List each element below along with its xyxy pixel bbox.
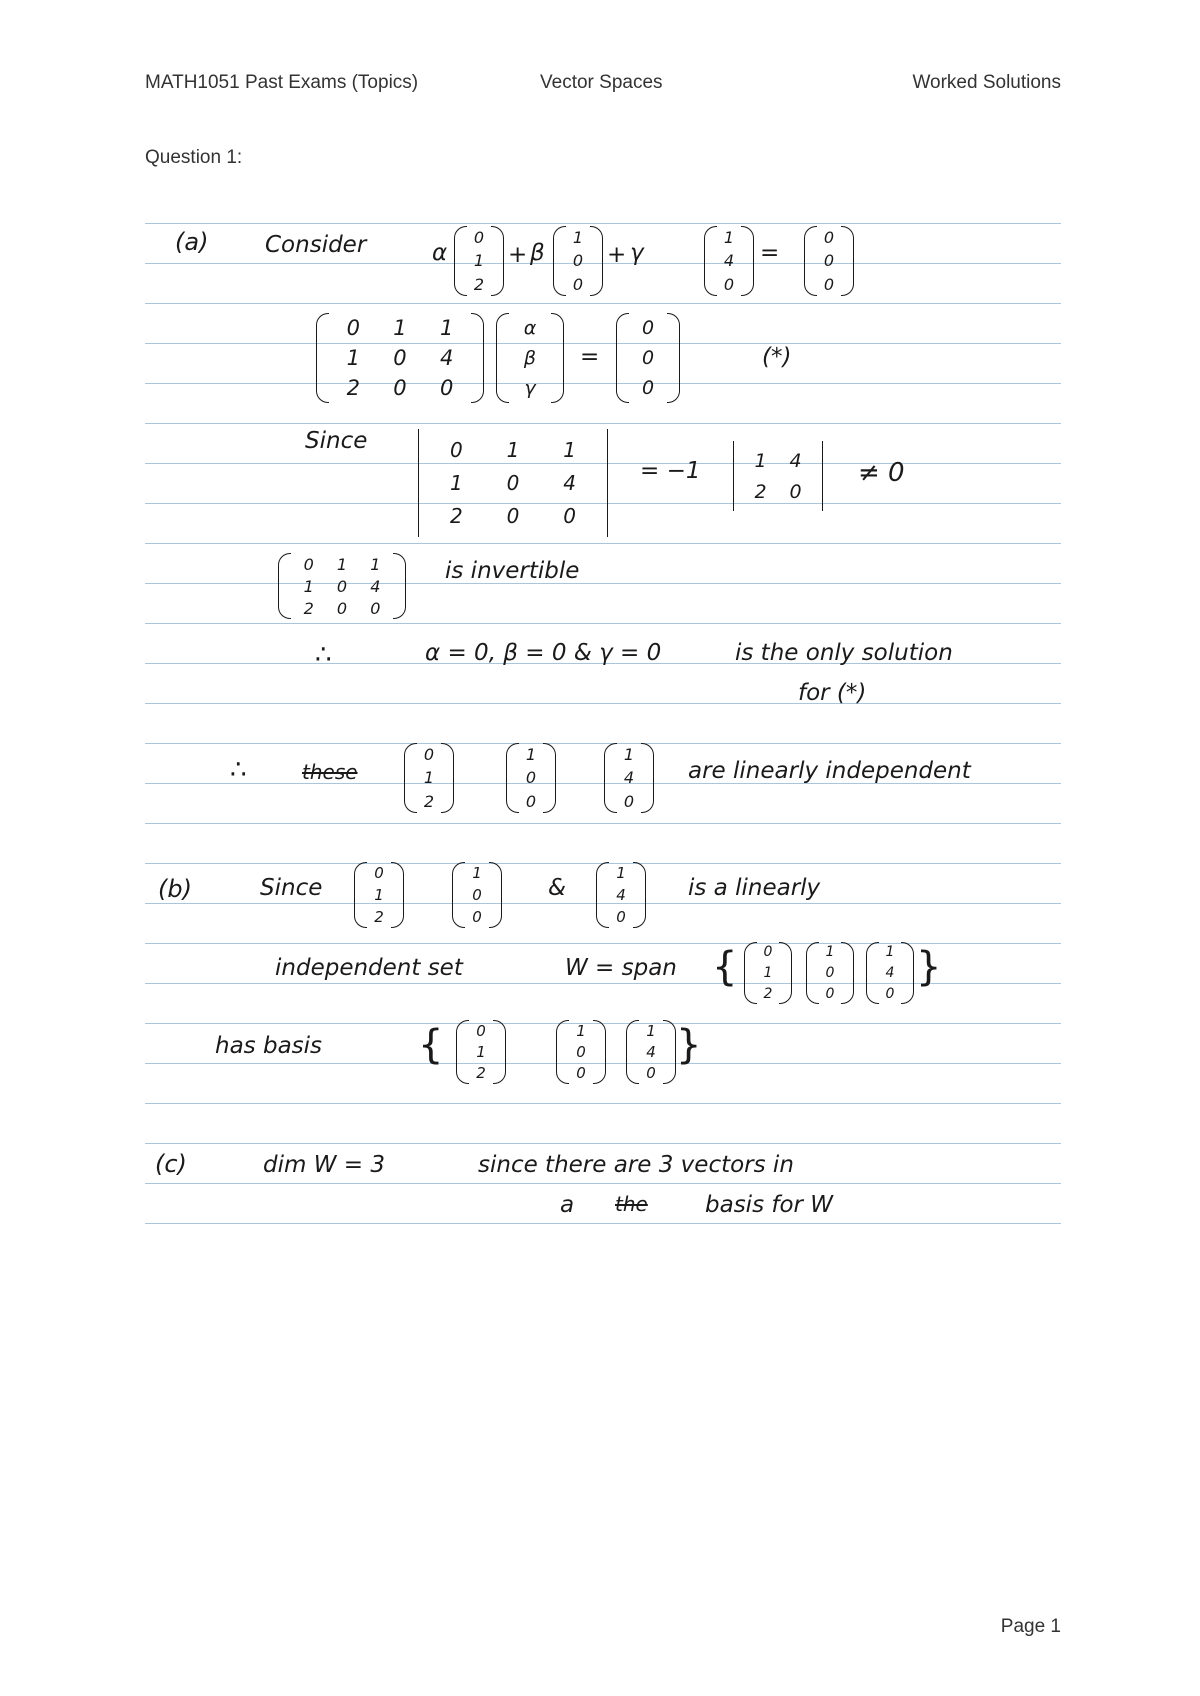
vector-cell: 2 xyxy=(374,908,384,926)
rule-line xyxy=(145,1183,1061,1184)
is-a-linearly-text: is a linearly xyxy=(688,875,821,901)
vector-cell: 0 xyxy=(641,347,655,369)
matrix-cell: 2 xyxy=(346,376,361,400)
matrix-cell: 0 xyxy=(393,376,407,400)
since-text: Since xyxy=(260,875,323,901)
vector-2 xyxy=(567,226,589,296)
consider-text: Consider xyxy=(265,232,367,258)
article-a: a xyxy=(560,1192,575,1218)
is-invertible-text: is invertible xyxy=(445,558,580,584)
vector-cell: 0 xyxy=(646,1064,656,1083)
vector-cell: 0 xyxy=(825,964,835,981)
matrix-cell: 1 xyxy=(506,437,520,462)
vector-cell: 1 xyxy=(723,228,735,248)
matrix-cell: 0 xyxy=(439,376,454,400)
determinant-matrix xyxy=(428,433,598,533)
vector-2 xyxy=(520,743,542,813)
brace-close: } xyxy=(916,944,942,990)
vector-cell: 0 xyxy=(763,944,773,961)
plus-sign: + xyxy=(508,242,528,268)
matrix-cell: 1 xyxy=(370,554,381,574)
zero-vector xyxy=(818,226,840,296)
matrix-cell: 0 xyxy=(393,346,407,370)
brace-open: { xyxy=(418,1022,444,1068)
vector-cell: 4 xyxy=(623,768,635,788)
vector-cell: 0 xyxy=(823,251,835,271)
brace-open: { xyxy=(712,944,738,990)
rule-line xyxy=(145,383,1061,384)
coeff-alpha: α xyxy=(432,240,448,266)
vector-cell: β xyxy=(523,347,537,369)
vector-cell: 4 xyxy=(885,964,895,981)
vector-cell: 1 xyxy=(885,944,895,961)
matrix-cell: 0 xyxy=(303,554,314,574)
rule-line xyxy=(145,1103,1061,1104)
rule-line xyxy=(145,743,1061,744)
coeff-gamma: γ xyxy=(630,240,644,266)
vector-3 xyxy=(718,226,740,296)
question-title: Question 1: xyxy=(145,147,243,168)
vector-3 xyxy=(618,743,640,813)
not-equal-zero: ≠ 0 xyxy=(858,458,905,488)
vector-cell: 1 xyxy=(646,1021,656,1040)
small-matrix xyxy=(292,553,392,619)
vector-cell: 0 xyxy=(576,1042,586,1061)
vector-cell: 0 xyxy=(576,1064,586,1083)
vector-cell: 0 xyxy=(472,886,482,904)
matrix-cell: 0 xyxy=(336,576,348,596)
therefore-symbol: ∴ xyxy=(230,755,247,785)
rule-line xyxy=(145,223,1061,224)
vector-cell: 0 xyxy=(823,228,835,248)
vector-cell: 1 xyxy=(423,768,435,788)
vector-cell: 0 xyxy=(473,228,485,248)
basis-for-w-text: basis for W xyxy=(705,1192,834,1218)
matrix-cell: 0 xyxy=(346,316,361,340)
vector-cell: 0 xyxy=(616,908,626,926)
linearly-independent-text: are linearly independent xyxy=(688,758,971,784)
vector-cell: 0 xyxy=(885,985,895,1002)
matrix-cell: 0 xyxy=(506,470,520,495)
brace-close: } xyxy=(676,1022,702,1068)
matrix-cell: 1 xyxy=(303,576,314,596)
vector-1 xyxy=(468,226,490,296)
rule-line xyxy=(145,423,1061,424)
vector-cell: 1 xyxy=(476,1042,486,1061)
matrix-cell: 1 xyxy=(393,316,407,340)
vector-cell: 4 xyxy=(723,251,735,271)
part-c-label: (c) xyxy=(155,1150,187,1178)
matrix-cell: 1 xyxy=(563,437,577,462)
vector-3 xyxy=(610,862,632,928)
vector-cell: 0 xyxy=(572,274,584,294)
vector-3 xyxy=(640,1020,662,1084)
vector-1 xyxy=(368,862,390,928)
vector-cell: 1 xyxy=(576,1021,586,1040)
equals-sign: = xyxy=(580,344,600,370)
vector-cell: 1 xyxy=(374,886,384,904)
vector-cell: 4 xyxy=(616,886,626,904)
vector-cell: 2 xyxy=(473,274,485,294)
matrix-cell: 1 xyxy=(754,449,767,472)
vector-cell: 0 xyxy=(525,791,537,811)
solution-text: α = 0, β = 0 & γ = 0 xyxy=(425,640,662,666)
rule-line xyxy=(145,463,1061,464)
rule-line xyxy=(145,503,1061,504)
header-doc-type: Worked Solutions xyxy=(912,72,1061,93)
vector-1 xyxy=(758,942,778,1004)
vector-cell: 1 xyxy=(825,944,835,961)
rule-line xyxy=(145,303,1061,304)
coefficient-matrix xyxy=(330,313,470,403)
vector-3 xyxy=(880,942,900,1004)
equation-star-label: (*) xyxy=(762,344,792,370)
matrix-cell: 2 xyxy=(303,598,314,618)
rule-line xyxy=(145,263,1061,264)
part-b-label: (b) xyxy=(158,875,192,903)
vector-cell: 0 xyxy=(825,985,835,1002)
matrix-cell: 0 xyxy=(506,504,520,529)
matrix-cell: 0 xyxy=(563,504,577,529)
vector-cell: 1 xyxy=(616,864,626,882)
rule-line xyxy=(145,543,1061,544)
vector-cell: 1 xyxy=(763,964,773,981)
matrix-cell: 4 xyxy=(563,470,577,495)
rule-line xyxy=(145,1143,1061,1144)
vector-1 xyxy=(418,743,440,813)
only-solution-text: is the only solution xyxy=(735,640,953,666)
rule-line xyxy=(145,1223,1061,1224)
determinant-equals: = −1 xyxy=(640,458,701,484)
rule-line xyxy=(145,343,1061,344)
vector-cell: 0 xyxy=(472,908,482,926)
equals-sign: = xyxy=(760,240,780,266)
plus-sign: + xyxy=(607,242,627,268)
vector-cell: 0 xyxy=(641,377,655,399)
matrix-cell: 0 xyxy=(336,598,348,618)
vector-cell: 4 xyxy=(646,1042,656,1061)
vector-cell: 0 xyxy=(572,251,584,271)
rule-line xyxy=(145,823,1061,824)
matrix-cell: 1 xyxy=(449,470,463,495)
rule-line xyxy=(145,703,1061,704)
zero-vector xyxy=(630,313,666,403)
coeff-beta: β xyxy=(530,240,545,266)
independent-set-text: independent set xyxy=(275,955,463,981)
vector-cell: 2 xyxy=(476,1064,486,1083)
vector-2 xyxy=(570,1020,592,1084)
vector-cell: 0 xyxy=(374,864,384,882)
ampersand: & xyxy=(548,875,566,901)
unknowns-vector xyxy=(510,313,550,403)
part-a-label: (a) xyxy=(175,228,209,256)
therefore-symbol: ∴ xyxy=(315,640,332,670)
vector-2 xyxy=(466,862,488,928)
vector-cell: 0 xyxy=(423,745,435,765)
matrix-cell: 2 xyxy=(449,504,463,529)
header-topic: Vector Spaces xyxy=(540,72,663,93)
struck-word: these xyxy=(302,760,358,784)
matrix-cell: 1 xyxy=(336,554,348,574)
for-star-text: for (*) xyxy=(798,680,867,706)
rule-line xyxy=(145,623,1061,624)
vector-cell: 0 xyxy=(525,768,537,788)
dim-w-text: dim W = 3 xyxy=(263,1152,385,1178)
minor-matrix xyxy=(743,445,813,507)
page-number: Page 1 xyxy=(1000,1616,1061,1637)
has-basis-text: has basis xyxy=(215,1033,323,1059)
vector-cell: 1 xyxy=(473,251,485,271)
vector-cell: 0 xyxy=(476,1021,486,1040)
since-there-text: since there are 3 vectors in xyxy=(478,1152,794,1178)
vector-cell: α xyxy=(523,317,537,339)
struck-the: the xyxy=(615,1192,648,1216)
vector-cell: 0 xyxy=(823,274,835,294)
vector-cell: 1 xyxy=(623,745,635,765)
since-text: Since xyxy=(305,428,368,454)
vector-cell: γ xyxy=(524,377,536,399)
matrix-cell: 4 xyxy=(439,346,454,370)
vector-cell: 2 xyxy=(423,791,435,811)
vector-1 xyxy=(470,1020,492,1084)
vector-2 xyxy=(820,942,840,1004)
header-course-title: MATH1051 Past Exams (Topics) xyxy=(145,72,419,93)
matrix-cell: 0 xyxy=(370,598,381,618)
matrix-cell: 1 xyxy=(439,316,454,340)
vector-cell: 0 xyxy=(623,791,635,811)
matrix-cell: 1 xyxy=(346,346,361,370)
vector-cell: 1 xyxy=(472,864,482,882)
w-span-text: W = span xyxy=(565,955,677,981)
matrix-cell: 0 xyxy=(449,437,463,462)
matrix-cell: 4 xyxy=(789,449,802,472)
vector-cell: 0 xyxy=(641,317,655,339)
vector-cell: 0 xyxy=(723,274,735,294)
vector-cell: 1 xyxy=(572,228,584,248)
matrix-cell: 2 xyxy=(754,480,767,503)
vector-cell: 1 xyxy=(525,745,537,765)
matrix-cell: 0 xyxy=(789,480,802,503)
vector-cell: 2 xyxy=(763,985,773,1002)
matrix-cell: 4 xyxy=(370,576,381,596)
